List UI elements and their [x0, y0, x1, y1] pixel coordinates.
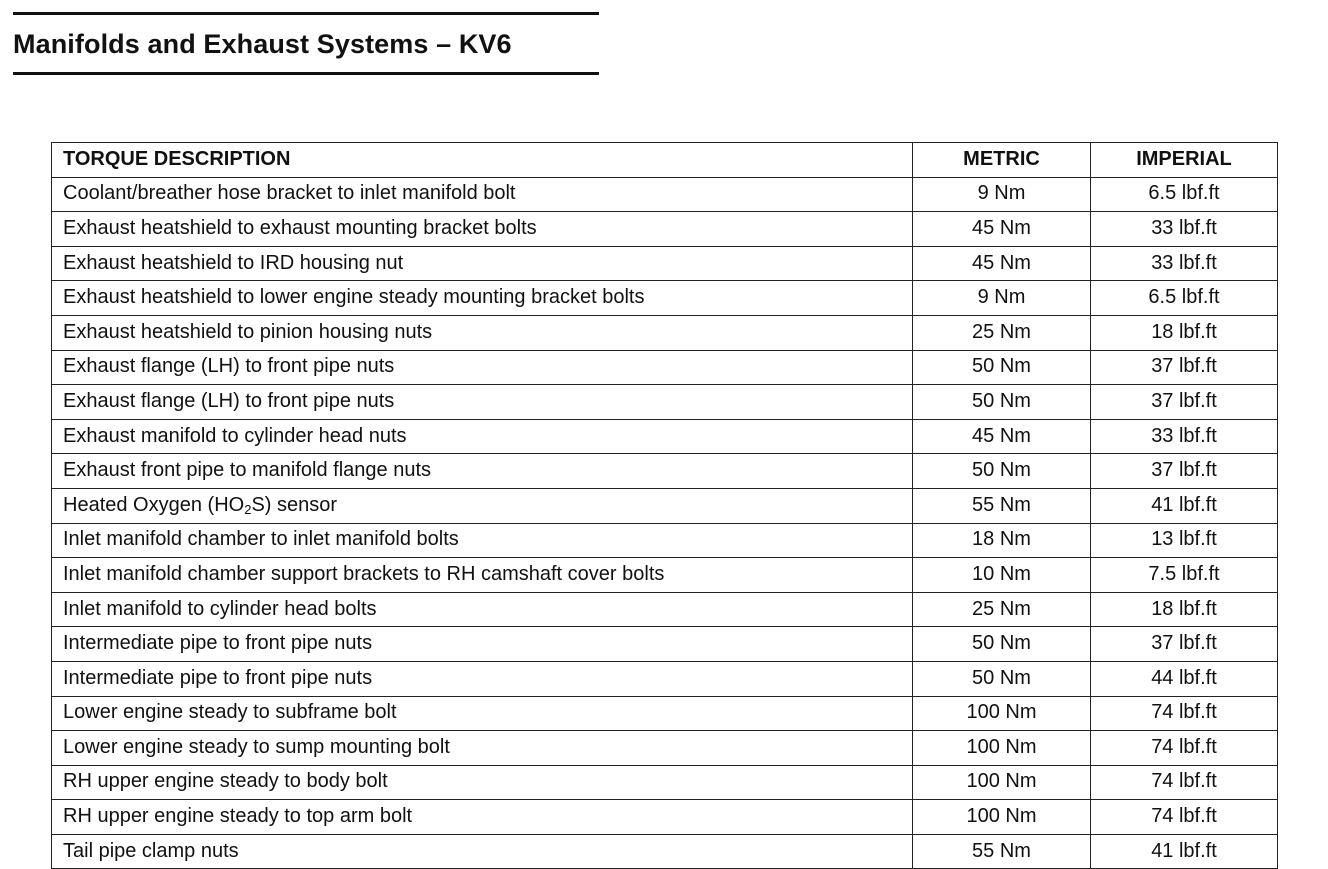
subscript-2: 2: [244, 501, 252, 517]
table-row: [52, 592, 1278, 627]
imperial-value: 6.5 lbf.ft: [1091, 177, 1278, 212]
table-row: [52, 800, 1278, 835]
metric-value: 100 Nm: [913, 696, 1091, 731]
imperial-value: 13 lbf.ft: [1091, 523, 1278, 558]
torque-description: Intermediate pipe to front pipe nuts: [52, 661, 913, 696]
imperial-value: 74 lbf.ft: [1091, 800, 1278, 835]
torque-description: [52, 488, 913, 523]
metric-value: 55 Nm: [913, 834, 1091, 869]
torque-description: Coolant/breather hose bracket to inlet manifold bolt: [52, 177, 913, 212]
header-imperial: IMPERIAL: [1091, 143, 1278, 178]
table-row: [52, 281, 1278, 316]
torque-description: Exhaust heatshield to IRD housing nut: [52, 246, 913, 281]
torque-description: Exhaust flange (LH) to front pipe nuts: [52, 385, 913, 420]
imperial-value: 74 lbf.ft: [1091, 696, 1278, 731]
table-row: [52, 419, 1278, 454]
metric-value: 100 Nm: [913, 800, 1091, 835]
imperial-value: 41 lbf.ft: [1091, 488, 1278, 523]
torque-description: RH upper engine steady to top arm bolt: [52, 800, 913, 835]
description-text-before: Heated Oxygen (HO: [63, 493, 245, 516]
imperial-value: 18 lbf.ft: [1091, 592, 1278, 627]
metric-value: 50 Nm: [913, 385, 1091, 420]
table-row: [52, 246, 1278, 281]
table-row: [52, 350, 1278, 385]
description-text-after: S) sensor: [251, 493, 338, 516]
title-rule-bottom: [13, 72, 599, 75]
metric-value: 50 Nm: [913, 661, 1091, 696]
metric-value: 50 Nm: [913, 627, 1091, 662]
table-row: [52, 454, 1278, 489]
torque-description: Exhaust heatshield to exhaust mounting bracket bolts: [52, 212, 913, 247]
torque-description: Exhaust heatshield to lower engine steady mounting bracket bolts: [52, 281, 913, 316]
metric-value: 18 Nm: [913, 523, 1091, 558]
torque-description: Inlet manifold to cylinder head bolts: [52, 592, 913, 627]
metric-value: 100 Nm: [913, 731, 1091, 766]
imperial-value: 7.5 lbf.ft: [1091, 558, 1278, 593]
table-row: [52, 523, 1278, 558]
imperial-value: 37 lbf.ft: [1091, 627, 1278, 662]
metric-value: 10 Nm: [913, 558, 1091, 593]
metric-value: 45 Nm: [913, 212, 1091, 247]
table-row: [52, 488, 1278, 523]
imperial-value: 37 lbf.ft: [1091, 385, 1278, 420]
metric-value: 100 Nm: [913, 765, 1091, 800]
metric-value: 45 Nm: [913, 419, 1091, 454]
table-row: [52, 696, 1278, 731]
imperial-value: 6.5 lbf.ft: [1091, 281, 1278, 316]
imperial-value: 37 lbf.ft: [1091, 350, 1278, 385]
table-row: [52, 385, 1278, 420]
torque-table: [51, 142, 1278, 869]
torque-description: Exhaust manifold to cylinder head nuts: [52, 419, 913, 454]
table-row: [52, 834, 1278, 869]
table-row: [52, 661, 1278, 696]
imperial-value: 33 lbf.ft: [1091, 246, 1278, 281]
metric-value: 25 Nm: [913, 592, 1091, 627]
torque-description: RH upper engine steady to body bolt: [52, 765, 913, 800]
title-rule-top: [13, 12, 599, 15]
table-header-row: [52, 143, 1278, 178]
metric-value: 25 Nm: [913, 315, 1091, 350]
imperial-value: 33 lbf.ft: [1091, 212, 1278, 247]
imperial-value: 74 lbf.ft: [1091, 731, 1278, 766]
metric-value: 50 Nm: [913, 350, 1091, 385]
header-metric: METRIC: [913, 143, 1091, 178]
torque-description: Intermediate pipe to front pipe nuts: [52, 627, 913, 662]
metric-value: 9 Nm: [913, 281, 1091, 316]
table-row: [52, 177, 1278, 212]
metric-value: 50 Nm: [913, 454, 1091, 489]
torque-description: Exhaust front pipe to manifold flange nuts: [52, 454, 913, 489]
metric-value: 9 Nm: [913, 177, 1091, 212]
imperial-value: 18 lbf.ft: [1091, 315, 1278, 350]
imperial-value: 37 lbf.ft: [1091, 454, 1278, 489]
torque-description: Inlet manifold chamber support brackets to RH camshaft cover bolts: [52, 558, 913, 593]
torque-description: Lower engine steady to sump mounting bolt: [52, 731, 913, 766]
table-row: [52, 212, 1278, 247]
imperial-value: 33 lbf.ft: [1091, 419, 1278, 454]
metric-value: 45 Nm: [913, 246, 1091, 281]
imperial-value: 44 lbf.ft: [1091, 661, 1278, 696]
torque-description: Lower engine steady to subframe bolt: [52, 696, 913, 731]
header-torque-description: TORQUE DESCRIPTION: [52, 143, 913, 178]
imperial-value: 74 lbf.ft: [1091, 765, 1278, 800]
table-row: [52, 731, 1278, 766]
table-row: [52, 627, 1278, 662]
torque-description: Inlet manifold chamber to inlet manifold bolts: [52, 523, 913, 558]
table-row: [52, 558, 1278, 593]
table-row: [52, 765, 1278, 800]
imperial-value: 41 lbf.ft: [1091, 834, 1278, 869]
torque-description: Tail pipe clamp nuts: [52, 834, 913, 869]
page-title: Manifolds and Exhaust Systems – KV6: [13, 29, 512, 59]
torque-description: Exhaust heatshield to pinion housing nuts: [52, 315, 913, 350]
table-row: [52, 315, 1278, 350]
torque-description: Exhaust flange (LH) to front pipe nuts: [52, 350, 913, 385]
metric-value: 55 Nm: [913, 488, 1091, 523]
